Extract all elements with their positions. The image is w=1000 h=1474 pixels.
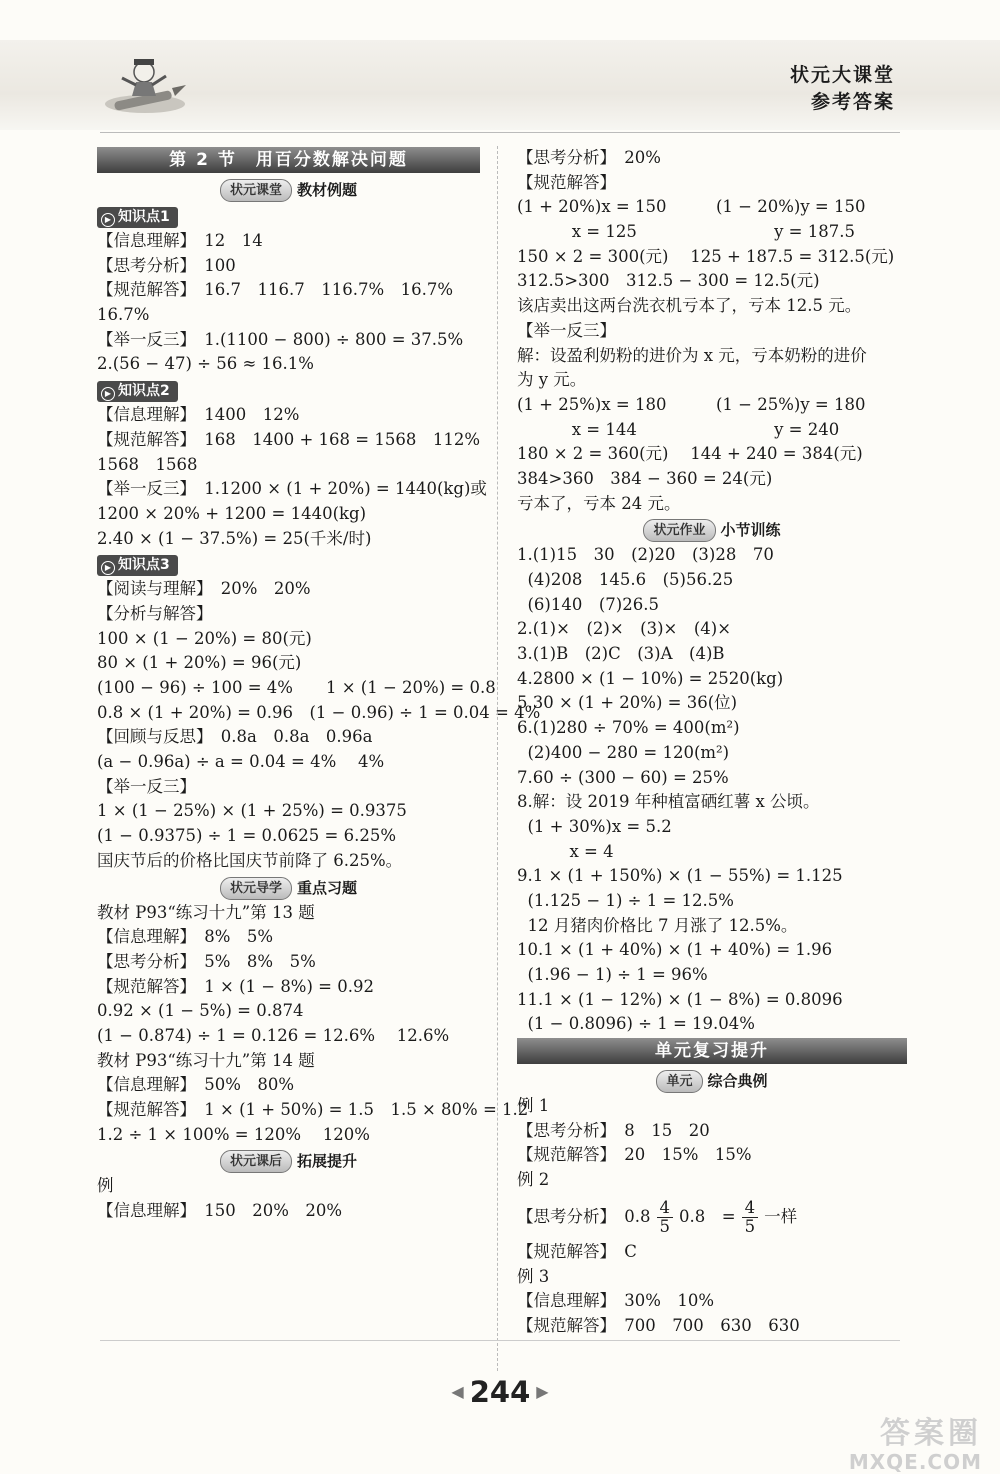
subsection-badge: 单元 bbox=[656, 1070, 702, 1093]
knowledge-point-badge bbox=[97, 207, 178, 228]
play-icon: ▶ bbox=[101, 561, 115, 575]
answer-line: 【思考分析】 20% bbox=[517, 148, 661, 167]
answer-line: 180 × 2 = 360(元) 144 + 240 = 384(元) bbox=[517, 444, 863, 464]
answer-line: 【信息理解】 12 14 bbox=[97, 231, 263, 250]
fraction-line-suffix: 一样 bbox=[764, 1206, 798, 1226]
fraction-denominator: 5 bbox=[744, 1216, 756, 1236]
answer-line: 80 × (1 + 20%) = 96(元) bbox=[97, 653, 302, 673]
answer-line: 【规范解答】 168 1400 + 168 = 1568 112% bbox=[97, 429, 481, 449]
fraction bbox=[742, 1199, 759, 1236]
section-title: 第 2 节 用百分数解决问题 bbox=[97, 147, 480, 173]
answer-line: 384>360 384 − 360 = 24(元) bbox=[517, 468, 773, 488]
fraction-line-middle: 0.8 = bbox=[679, 1206, 736, 1226]
answer-line: 2.(56 − 47) ÷ 56 ≈ 16.1% bbox=[97, 354, 314, 374]
answer-line: (1 − 0.874) ÷ 1 = 0.126 = 12.6% 12.6% bbox=[97, 1025, 450, 1045]
mascot-illustration bbox=[100, 52, 190, 122]
brand-block bbox=[790, 62, 895, 116]
header-rule bbox=[100, 132, 900, 133]
answer-line: (1 + 25%)x = 180 (1 − 25%)y = 180 bbox=[517, 394, 866, 414]
answer-line: 【思考分析】 100 bbox=[97, 255, 236, 275]
answer-line: 例 1 bbox=[517, 1096, 550, 1116]
answer-line: 【规范解答】 20 15% 15% bbox=[517, 1145, 752, 1165]
answer-line: 7.60 ÷ (300 − 60) = 25% bbox=[517, 767, 729, 787]
answer-line: 3.(1)B (2)C (3)A (4)B bbox=[517, 644, 725, 664]
brand-subtitle: 参考答案 bbox=[810, 91, 895, 113]
answer-line: 0.92 × (1 − 5%) = 0.874 bbox=[97, 1001, 304, 1021]
answer-line: 【信息理解】 30% 10% bbox=[517, 1291, 715, 1311]
answer-line: 1568 1568 bbox=[97, 454, 198, 474]
watermark-url: MXQE.COM bbox=[848, 1450, 982, 1474]
answer-line: (a − 0.96a) ÷ a = 0.04 = 4% 4% bbox=[97, 752, 385, 772]
prev-arrow-icon: ◀ bbox=[451, 1382, 464, 1401]
answer-line: 8.解：设 2019 年种植富硒红薯 x 公顷。 bbox=[517, 792, 820, 812]
answer-line: 1200 × 20% + 1200 = 1440(kg) bbox=[97, 503, 367, 523]
answer-line: 为 y 元。 bbox=[517, 370, 587, 390]
subsection-badge: 状元课堂 bbox=[220, 179, 292, 202]
subsection-header bbox=[517, 1067, 907, 1094]
answer-line: 5.30 × (1 + 20%) = 36(位) bbox=[517, 693, 738, 713]
answer-line: 【规范解答】 1 × (1 + 50%) = 1.5 1.5 × 80% = 1.2 bbox=[97, 1100, 529, 1119]
subsection-header bbox=[97, 1147, 480, 1174]
answer-line: 9.1 × (1 + 150%) × (1 − 55%) = 1.125 bbox=[517, 866, 843, 886]
answer-line: 教材 P93“练习十九”第 13 题 bbox=[97, 902, 315, 922]
watermark bbox=[849, 1418, 982, 1474]
knowledge-point-badge bbox=[97, 381, 178, 402]
answer-line: 【阅读与理解】 20% 20% bbox=[97, 579, 311, 599]
next-arrow-icon: ▶ bbox=[536, 1382, 549, 1401]
answer-line: (6)140 (7)26.5 bbox=[517, 594, 659, 614]
answer-line: 【举一反三】 bbox=[517, 320, 616, 340]
subsection-header bbox=[517, 516, 907, 543]
answer-line: 1.(1)15 30 (2)20 (3)28 70 bbox=[517, 545, 774, 565]
answer-line: 【回顾与反思】 0.8a 0.8a 0.96a bbox=[97, 727, 373, 747]
answer-line: 例 3 bbox=[517, 1266, 550, 1286]
subsection-label: 教材例题 bbox=[297, 181, 358, 199]
subsection-label: 综合典例 bbox=[707, 1072, 768, 1091]
play-icon: ▶ bbox=[101, 387, 115, 401]
answer-line: (1 − 0.8096) ÷ 1 = 19.04% bbox=[517, 1014, 755, 1034]
answer-line: (1 + 30%)x = 5.2 bbox=[517, 816, 672, 836]
fraction-answer-line bbox=[517, 1193, 907, 1240]
answer-line: (1.125 − 1) ÷ 1 = 12.5% bbox=[517, 890, 734, 910]
fraction-numerator: 4 bbox=[742, 1199, 759, 1218]
answer-line: 【信息理解】 150 20% 20% bbox=[97, 1201, 343, 1221]
answer-line: (1 + 20%)x = 150 (1 − 20%)y = 150 bbox=[517, 197, 866, 217]
subsection-badge: 状元课后 bbox=[220, 1150, 292, 1173]
answer-line: 【信息理解】 50% 80% bbox=[97, 1075, 295, 1095]
subsection-header bbox=[97, 176, 480, 203]
answer-line: x = 4 bbox=[517, 841, 614, 861]
page-number-text: 244 bbox=[469, 1375, 531, 1409]
answer-line: 150 × 2 = 300(元) 125 + 187.5 = 312.5(元) bbox=[517, 246, 895, 266]
answer-line: x = 125 y = 187.5 bbox=[517, 222, 855, 242]
answer-line: x = 144 y = 240 bbox=[517, 419, 840, 439]
answer-line: (4)208 145.6 (5)56.25 bbox=[517, 570, 734, 589]
answer-line: 例 2 bbox=[517, 1170, 550, 1190]
answer-line: 2.(1)× (2)× (3)× (4)× bbox=[517, 619, 732, 639]
answer-line: 10.1 × (1 + 40%) × (1 + 40%) = 1.96 bbox=[517, 940, 833, 960]
right-column bbox=[517, 146, 907, 1339]
subsection-badge: 状元导学 bbox=[220, 877, 292, 900]
fraction bbox=[657, 1199, 674, 1236]
answer-line: 【举一反三】 1.(1100 − 800) ÷ 800 = 37.5% bbox=[97, 329, 464, 349]
answer-line: 【规范解答】 C bbox=[517, 1241, 637, 1261]
fraction-numerator: 4 bbox=[657, 1199, 674, 1218]
answer-line: 12 月猪肉价格比 7 月涨了 12.5%。 bbox=[517, 915, 798, 935]
answer-line: 例 bbox=[97, 1176, 114, 1196]
answer-line: 6.(1)280 ÷ 70% = 400(m²) bbox=[517, 718, 740, 738]
subsection-label: 重点习题 bbox=[297, 878, 358, 897]
subsection-header bbox=[97, 874, 480, 901]
knowledge-point-row bbox=[97, 377, 480, 403]
answer-line: (1 − 0.9375) ÷ 1 = 0.0625 = 6.25% bbox=[97, 826, 397, 846]
answer-line: 1.2 ÷ 1 × 100% = 120% 120% bbox=[97, 1124, 370, 1144]
answer-line: 国庆节后的价格比国庆节前降了 6.25%。 bbox=[97, 850, 403, 870]
answer-line: 100 × (1 − 20%) = 80(元) bbox=[97, 628, 312, 648]
fraction-line-prefix: 【思考分析】 0.8 bbox=[517, 1206, 651, 1226]
knowledge-point-label: 知识点1 bbox=[118, 209, 170, 225]
answer-line: 教材 P93“练习十九”第 14 题 bbox=[97, 1050, 315, 1070]
answer-line: 312.5>300 312.5 − 300 = 12.5(元) bbox=[517, 271, 820, 291]
answer-line: 11.1 × (1 − 12%) × (1 − 8%) = 0.8096 bbox=[517, 989, 843, 1009]
watermark-logo: 答案圈 bbox=[880, 1416, 982, 1451]
knowledge-point-label: 知识点2 bbox=[118, 383, 170, 400]
subsection-label: 拓展提升 bbox=[297, 1152, 358, 1171]
footer-rule bbox=[100, 1340, 900, 1341]
subsection-badge: 状元作业 bbox=[643, 519, 715, 542]
answer-line: 【规范解答】 16.7 116.7 116.7% 16.7% bbox=[97, 280, 454, 300]
knowledge-point-row bbox=[97, 551, 480, 577]
answer-line: 【思考分析】 8 15 20 bbox=[517, 1120, 710, 1140]
answer-line: (1.96 − 1) ÷ 1 = 96% bbox=[517, 965, 708, 984]
answer-line: 亏本了，亏本 24 元。 bbox=[517, 493, 681, 513]
answer-line: 【思考分析】 5% 8% 5% bbox=[97, 951, 316, 971]
page-number bbox=[0, 1375, 1000, 1409]
answer-line: 该店卖出这两台洗衣机亏本了，亏本 12.5 元。 bbox=[517, 296, 862, 316]
section-title: 单元复习提升 bbox=[517, 1038, 907, 1064]
answer-line: 16.7% bbox=[97, 305, 150, 325]
answer-line: 【分析与解答】 bbox=[97, 603, 213, 623]
answer-line: 1 × (1 − 25%) × (1 + 25%) = 0.9375 bbox=[97, 801, 407, 821]
brand-title: 状元大课堂 bbox=[789, 64, 895, 86]
answer-line: 解：设盈利奶粉的进价为 x 元，亏本奶粉的进价 bbox=[517, 345, 867, 365]
answer-line: 【规范解答】 bbox=[517, 172, 616, 192]
fraction-denominator: 5 bbox=[659, 1216, 670, 1236]
answer-line: 【规范解答】 700 700 630 630 bbox=[517, 1315, 800, 1335]
subsection-label: 小节训练 bbox=[720, 521, 781, 540]
answer-line: 0.8 × (1 + 20%) = 0.96 (1 − 0.96) ÷ 1 = 0.04 = 4% bbox=[97, 702, 541, 722]
answer-line: (2)400 − 280 = 120(m²) bbox=[517, 742, 730, 762]
knowledge-point-label: 知识点3 bbox=[118, 557, 170, 574]
knowledge-point-row bbox=[97, 203, 480, 229]
play-icon: ▶ bbox=[101, 213, 115, 227]
answer-line: 【举一反三】 1.1200 × (1 + 20%) = 1440(kg)或 bbox=[97, 479, 487, 499]
knowledge-point-badge bbox=[97, 555, 178, 576]
answer-line: 【规范解答】 1 × (1 − 8%) = 0.92 bbox=[97, 976, 374, 996]
answer-line: 2.40 × (1 − 37.5%) = 25(千米/时) bbox=[97, 528, 372, 548]
answer-line: 【举一反三】 bbox=[97, 776, 196, 796]
answer-line: 【信息理解】 1400 12% bbox=[97, 405, 300, 425]
column-divider bbox=[497, 146, 498, 1371]
answer-line: (100 − 96) ÷ 100 = 4% 1 × (1 − 20%) = 0.8 bbox=[97, 678, 496, 697]
answer-line: 【信息理解】 8% 5% bbox=[97, 927, 274, 947]
answer-line: 4.2800 × (1 − 10%) = 2520(kg) bbox=[517, 668, 784, 688]
